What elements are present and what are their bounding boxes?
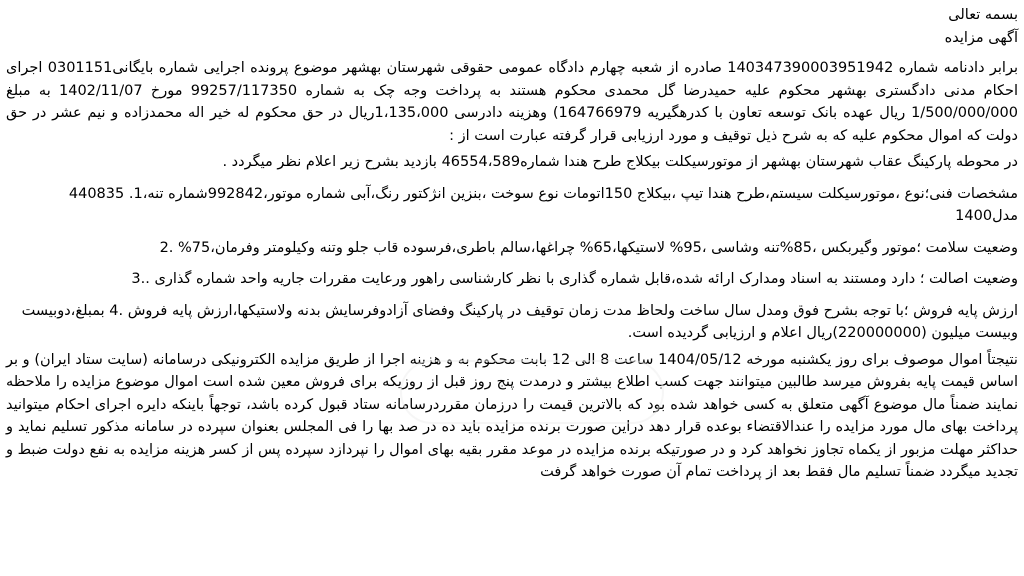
auction-notice-document <box>6 4 1018 572</box>
health-status-item: وضعیت سلامت ؛موتور وگیربکس ،85%تنه وشاسی ،95% لاستیکها،65% چراغها،سالم باطری،فرسوده قاب جلو وتنه وکیلومتر وفرمان،75% .2 <box>159 239 1018 256</box>
notice-title: آگهی مزایده <box>944 29 1018 46</box>
intro-paragraph: برابر دادنامه شماره 140347390003951942 صادره از شعبه چهارم دادگاه عمومی حقوقی شهرستان بهشهر موضوع پرونده اجرایی شماره بایگانی0301151 اجرای احکام مدنی دادگستری بهشهر محکوم علیه حمیدرضا گل محمدی محکوم هستند به پرداخت وجه چک به شماره 99257/117350 مورخ 1402/11/07 به مبلغ 1/500/000/000 ریال عهده بانک توسعه تعاون با کدرهگیریه 164766979) وهزینه دادرسی 1،135،000ریال در حق محکوم له خیر اله محمدزاده و نیم عشر در حق دولت که اموال محکوم علیه که به شرح ذیل توقیف و مورد ارزیابی قرار گرفته عبارت است از : <box>6 60 1019 144</box>
authenticity-status-item: وضعیت اصالت ؛ دارد ومستند به اسناد ومدارک ارائه شده،قابل شماره گذاری با نظر کارشناسی راهور ورعایت مقررات جاریه واحد شماره گذاری ..3 <box>131 271 1018 287</box>
base-price-item: ارزش پایه فروش ؛با توجه بشرح فوق ومدل سال ساخت ولحاظ مدت زمان توقیف در پارکینگ وفضای آزادوفرسایش بدنه ولاستیکها،ارزش پایه فروش .4 بمبلغ،دوبیست وبیست میلیون (220000000)ریال اعلام و ارزیابی گردیده است. <box>21 302 1018 341</box>
technical-specs-item: مشخصات فنی؛نوع ،موتورسیکلت سیستم،طرح هندا تیپ ،بیکلاج 150اتومات نوع سوخت ،بنزین انژکتور رنگ،آبی شماره موتور،992842شماره تنه،1. 440835 مدل1400 <box>68 185 1018 224</box>
closing-paragraph: نتیجتاً اموال موصوف برای روز یکشنبه مورخه 1404/05/12 ساعت 8 الی 12 بابت محکوم به و هزینه اجرا از طریق مزایده الکترونیکی درسامانه (سایت ستاد ایران) و بر اساس قیمت پایه بفروش میرسد طالبین میتوانند جهت کسب اطلاع بیشتر و درمدت پنج روز قبل از روزیکه برای فروش معین شده است اموال موضوع مزایده را ملاحظه نمایند ضمناً مال موضوع آگهی متعلق به کسی خواهد شده بود که بالاترین قیمت را درزمان مقرردرسامانه ستاد قبول کرده باشد، توجهاً باینکه دایره اجرای احکام میتوانید پرداخت بهای مال مورد مزایده را عندالاقتضاء بوعده قرار دهد دراین صورت برنده مزایده باید ده در صد بها را فی المجلس بعنوان سپرده در سامانه مذکور تسلیم نماید و حداکثر مهلت مزبور از یکماه تجاوز نخواهد کرد و در صورتیکه برنده مزایده در موعد مقرر بقیه بهای اموال را نپردازد سپرده پس از کسر هزینه مزایده به نفع دولت ضبط و تجدید میگردد ضمناً تسلیم مال فقط بعد از پرداخت تمام آن صورت خواهد گرفت <box>6 351 1018 480</box>
basmala-heading: بسمه تعالی <box>948 7 1018 23</box>
location-paragraph: در محوطه پارکینگ عقاب شهرستان بهشهر از موتورسیکلت بیکلاج طرح هندا شماره46554،589 بازدید بشرح زیر اعلام نظر میگردد . <box>222 154 1018 170</box>
